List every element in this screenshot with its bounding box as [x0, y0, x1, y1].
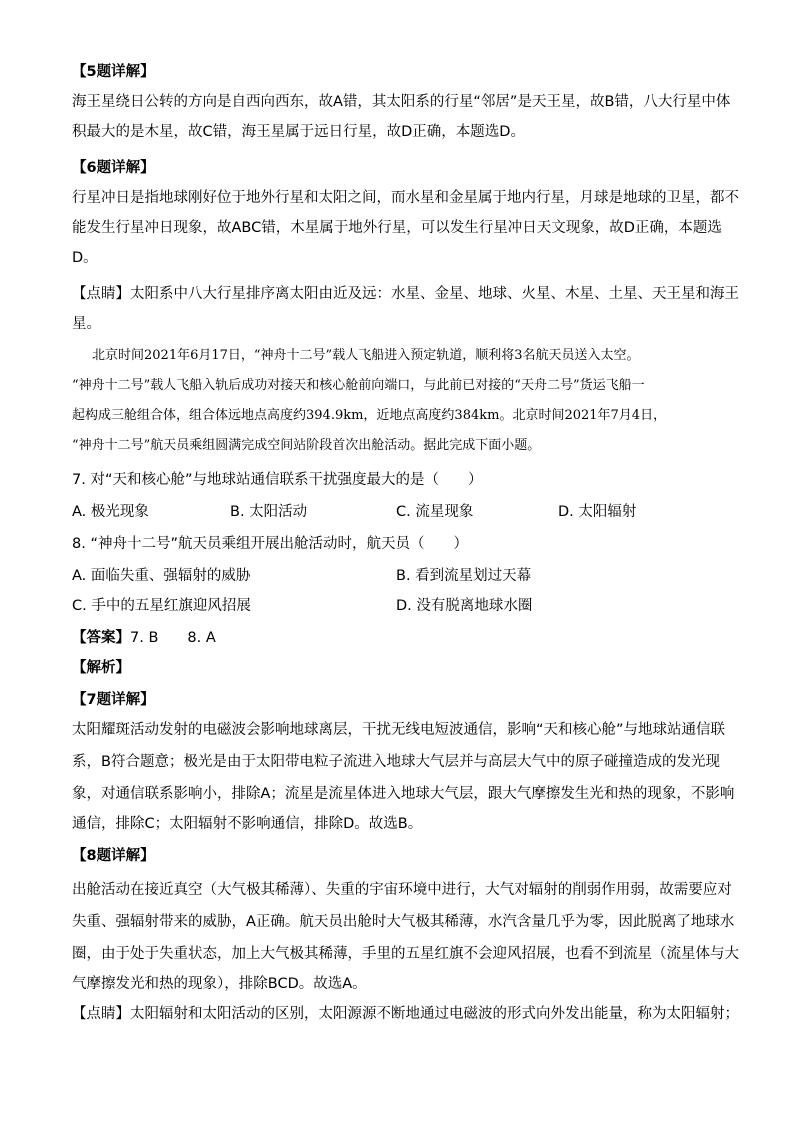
q7-option-b: B. 太阳活动 — [230, 504, 308, 520]
q7-detail-line-4: 通信，排除C；太阳辐射不影响通信，排除D。故选B。 — [72, 816, 423, 832]
passage-line-1: 北京时间2021年6月17日，“神舟十二号”载人飞船进入预定轨道，顺利将3名航天员送入太空。 — [92, 348, 640, 363]
answer-values: 7. B 8. A — [130, 630, 216, 646]
q5-header: 【5题详解】 — [72, 64, 155, 80]
answer-line — [72, 628, 216, 648]
q8-option-a: A. 面临失重、强辐射的威胁 — [72, 568, 251, 584]
q6-header: 【6题详解】 — [72, 160, 155, 176]
q8-option-c: C. 手中的五星红旗迎风招展 — [72, 598, 251, 614]
q7-option-d: D. 太阳辐射 — [558, 504, 637, 520]
q7-stem: 7. 对“天和核心舱”与地球站通信联系干扰强度最大的是（ ） — [72, 472, 483, 488]
q8-option-d: D. 没有脱离地球水圈 — [396, 598, 533, 614]
answer-label: 【答案】 — [72, 630, 130, 646]
q7-detail-line-1: 太阳耀斑活动发射的电磁波会影响地球离层，干扰无线电短波通信，影响“天和核心舱”与地球站通信联 — [72, 722, 726, 738]
note2-line: 【点睛】太阳辐射和太阳活动的区别，太阳源源不断地通过电磁波的形式向外发出能量，称为太阳辐射； — [72, 1006, 739, 1022]
passage-line-3: 起构成三舱组合体，组合体远地点高度约394.9km，近地点高度约384km。北京时间2021年7月4日， — [72, 408, 667, 423]
note1-line-2: 星。 — [72, 316, 101, 332]
passage-line-4: “神舟十二号”航天员乘组圆满完成空间站阶段首次出舱活动。据此完成下面小题。 — [72, 438, 541, 453]
analysis-header: 【解析】 — [72, 660, 130, 676]
q5-body-line-1: 海王星绕日公转的方向是自西向西东，故A错，其太阳系的行星“邻居”是天王星，故B错，八大行星中体 — [72, 94, 731, 110]
q7-option-a: A. 极光现象 — [72, 504, 149, 520]
q8-detail-line-1: 出舱活动在接近真空（大气极其稀薄）、失重的宇宙环境中进行，大气对辐射的削弱作用弱，故需要应对 — [72, 882, 732, 898]
q6-body-line-2: 能发生行星冲日现象，故ABC错，木星属于地外行星，可以发生行星冲日天文现象，故D正确，本题选 — [72, 220, 722, 236]
q5-body-line-2: 积最大的是木星，故C错，海王星属于远日行星，故D正确，本题选D。 — [72, 124, 525, 140]
q8-stem: 8. “神舟十二号”航天员乘组开展出舱活动时，航天员（ ） — [72, 536, 468, 552]
q7-detail-header: 【7题详解】 — [72, 692, 155, 708]
q7-detail-line-3: 象，对通信联系影响小，排除A；流星是流星体进入地球大气层，跟大气摩擦发生光和热的现象，不影响 — [72, 786, 735, 802]
passage-line-2: “神舟十二号”载人飞船入轨后成功对接天和核心舱前向端口，与此前已对接的“天舟二号”货运飞船一 — [72, 378, 645, 393]
q8-detail-header: 【8题详解】 — [72, 848, 155, 864]
q8-detail-line-3: 圈，由于处于失重状态，加上大气极其稀薄，手里的五星红旗不会迎风招展，也看不到流星（流星体与大 — [72, 946, 739, 962]
q8-detail-line-4: 气摩擦发光和热的现象），排除BCD。故选A。 — [72, 976, 367, 992]
q8-detail-line-2: 失重、强辐射带来的威胁，A正确。航天员出舱时大气极其稀薄，水汽含量几乎为零，因此脱离了地球水 — [72, 914, 735, 930]
note1-line-1: 【点睛】太阳系中八大行星排序离太阳由近及远：水星、金星、地球、火星、木星、土星、天王星和海王 — [72, 286, 739, 302]
q7-detail-line-2: 系，B符合题意；极光是由于太阳带电粒子流进入地球大气层并与高层大气中的原子碰撞造成的发光现 — [72, 754, 720, 770]
q6-body-line-1: 行星冲日是指地球刚好位于地外行星和太阳之间，而水星和金星属于地内行星，月球是地球的卫星，都不 — [72, 190, 739, 206]
q8-option-b: B. 看到流星划过天幕 — [396, 568, 532, 584]
q7-option-c: C. 流星现象 — [396, 504, 474, 520]
q6-body-line-3: D。 — [72, 250, 98, 266]
